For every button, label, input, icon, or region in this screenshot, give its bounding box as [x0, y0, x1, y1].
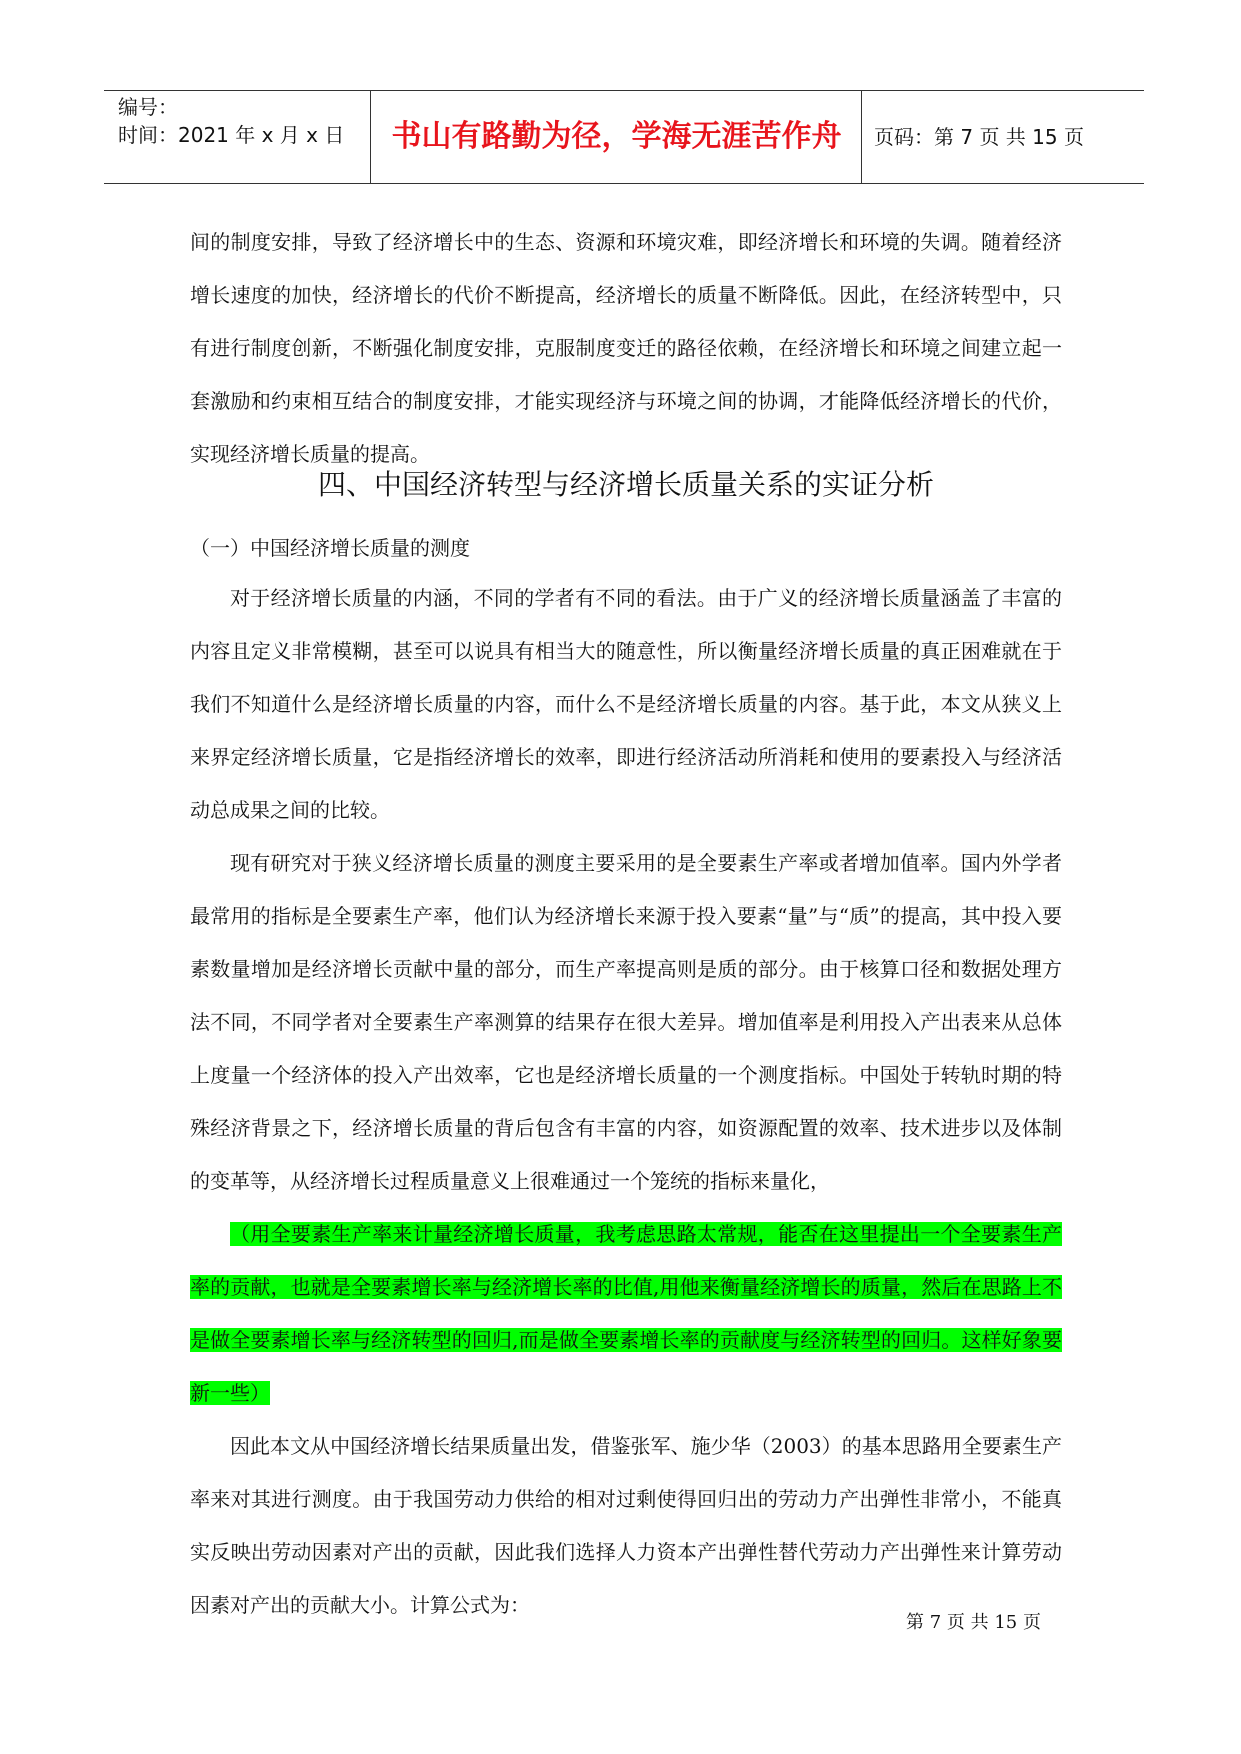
document-number-label: 编号：: [118, 95, 178, 119]
header-divider: [370, 91, 371, 183]
highlighted-text: （用全要素生产率来计量经济增长质量，我考虑思路太常规，能否在这里提出一个全要素生产率的贡献，也就是全要素增长率与经济增长率的比值,用他来衡量经济增长的质量，然后在思路上不是做全要素增长率与经济转型的回归,而是做全要素增长率的贡献度与经济转型的回归。这样好象要新一些）: [190, 1222, 1062, 1405]
document-time-label: 时间：2021 年 x 月 x 日: [118, 123, 345, 147]
page-header: [104, 90, 1144, 184]
paragraph-block: [190, 216, 1062, 481]
header-info: [118, 91, 368, 183]
paragraph: 现有研究对于狭义经济增长质量的测度主要采用的是全要素生产率或者增加值率。国内外学者最常用的指标是全要素生产率，他们认为经济增长来源于投入要素“量”与“质”的提高，其中投入要素数量增加是经济增长贡献中量的部分，而生产率提高则是质的部分。由于核算口径和数据处理方法不同，不同学者对全要素生产率测算的结果存在很大差异。增加值率是利用投入产出表来从总体上度量一个经济体的投入产出效率，它也是经济增长质量的一个测度指标。中国处于转轨时期的特殊经济背景之下，经济增长质量的背后包含有丰富的内容，如资源配置的效率、技术进步以及体制的变革等，从经济增长过程质量意义上很难通过一个笼统的指标来量化，: [190, 851, 1062, 1193]
highlighted-note: [190, 1208, 1062, 1420]
page-footer: 第 7 页 共 15 页: [906, 1612, 1041, 1633]
section-title: 四、中国经济转型与经济增长质量关系的实证分析: [317, 468, 934, 501]
header-motto: 书山有路勤为径，学海无涯苦作舟: [391, 119, 842, 154]
header-divider: [861, 91, 862, 183]
subsection-title: （一）中国经济增长质量的测度: [190, 536, 470, 560]
paragraph: 间的制度安排，导致了经济增长中的生态、资源和环境灾难，即经济增长和环境的失调。随着经济增长速度的加快，经济增长的代价不断提高，经济增长的质量不断降低。因此，在经济转型中，只有进行制度创新，不断强化制度安排，克服制度变迁的路径依赖，在经济增长和环境之间建立起一套激励和约束相互结合的制度安排，才能实现经济与环境之间的协调，才能降低经济增长的代价，实现经济增长质量的提高。: [190, 230, 1062, 466]
paragraph: 因此本文从中国经济增长结果质量出发，借鉴张军、施少华（2003）的基本思路用全要素生产率来对其进行测度。由于我国劳动力供给的相对过剩使得回归出的劳动力产出弹性非常小，不能真实反映出劳动因素对产出的贡献，因此我们选择人力资本产出弹性替代劳动力产出弹性来计算劳动因素对产出的贡献大小。计算公式为：: [190, 1434, 1062, 1617]
paragraph: 对于经济增长质量的内涵，不同的学者有不同的看法。由于广义的经济增长质量涵盖了丰富的内容且定义非常模糊，甚至可以说具有相当大的随意性，所以衡量经济增长质量的真正困难就在于我们不知道什么是经济增长质量的内容，而什么不是经济增长质量的内容。基于此，本文从狭义上来界定经济增长质量，它是指经济增长的效率，即进行经济活动所消耗和使用的要素投入与经济活动总成果之间的比较。: [190, 586, 1062, 822]
header-page-label: 页码：第 7 页 共 15 页: [874, 125, 1084, 149]
main-text: [190, 572, 1062, 1632]
